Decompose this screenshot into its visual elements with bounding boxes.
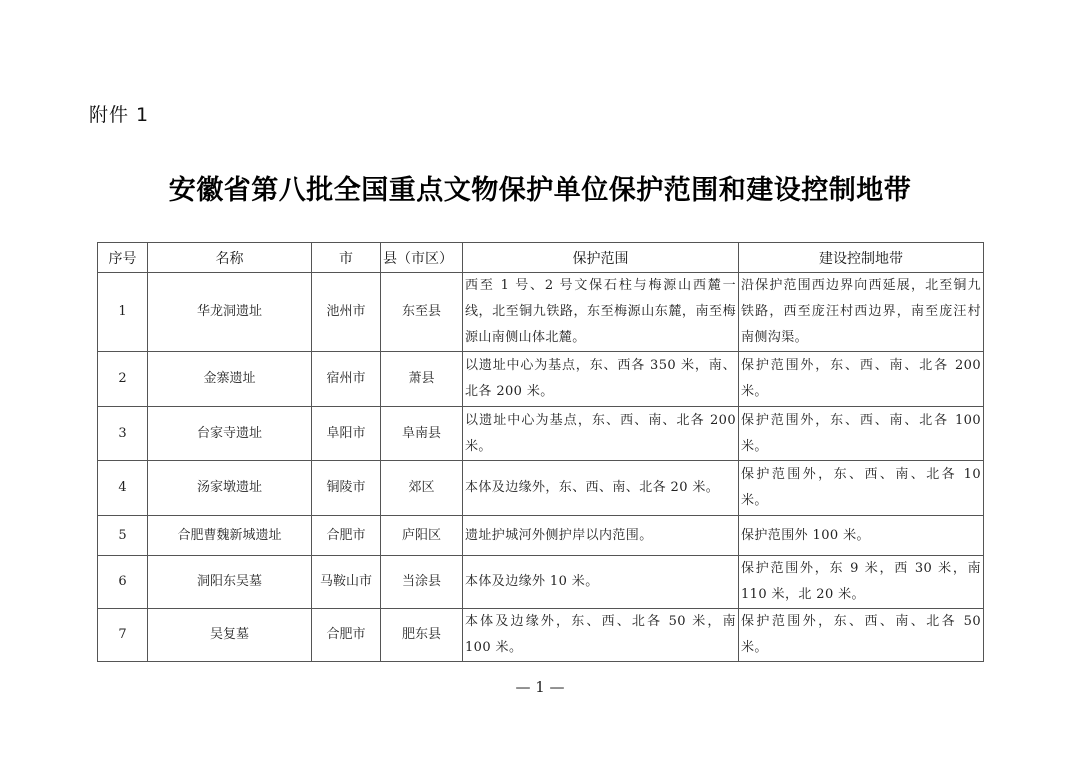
cell-name: 合肥曹魏新城遗址 — [148, 516, 312, 556]
header-construction-control-zone: 建设控制地带 — [739, 243, 984, 273]
cell-name: 洞阳东吴墓 — [148, 556, 312, 609]
cell-construction-control-zone: 保护范围外，东、西、南、北各 50 米。 — [739, 609, 984, 662]
page-number: — 1 — — [515, 678, 565, 696]
document-title: 安徽省第八批全国重点文物保护单位保护范围和建设控制地带 — [168, 175, 912, 206]
cell-county: 肥东县 — [381, 609, 463, 662]
cell-protection-range: 本体及边缘外 10 米。 — [463, 556, 739, 609]
cell-protection-range: 西至 1 号、2 号文保石柱与梅源山西麓一线，北至铜九铁路，东至梅源山东麓，南至梅源山南侧山体北麓。 — [463, 273, 739, 352]
cell-name: 汤家墩遗址 — [148, 461, 312, 516]
cell-no: 2 — [98, 352, 148, 407]
cell-county: 当涂县 — [381, 556, 463, 609]
header-name: 名称 — [148, 243, 312, 273]
cell-county: 萧县 — [381, 352, 463, 407]
table-row — [98, 273, 984, 352]
header-county: 县（市区） — [381, 243, 463, 273]
cell-city: 阜阳市 — [312, 407, 381, 461]
cell-construction-control-zone: 保护范围外，东、西、南、北各 100 米。 — [739, 407, 984, 461]
cell-no: 7 — [98, 609, 148, 662]
cell-no: 4 — [98, 461, 148, 516]
table-header-row — [98, 243, 984, 273]
cell-name: 金寨遗址 — [148, 352, 312, 407]
cell-county: 阜南县 — [381, 407, 463, 461]
cell-protection-range: 本体及边缘外，东、西、南、北各 20 米。 — [463, 461, 739, 516]
cell-name: 华龙洞遗址 — [148, 273, 312, 352]
cell-county: 东至县 — [381, 273, 463, 352]
cell-construction-control-zone: 保护范围外，东 9 米，西 30 米，南 110 米，北 20 米。 — [739, 556, 984, 609]
cell-protection-range: 以遗址中心为基点，东、西各 350 米，南、北各 200 米。 — [463, 352, 739, 407]
table-row — [98, 352, 984, 407]
cell-city: 合肥市 — [312, 609, 381, 662]
table-row — [98, 461, 984, 516]
table-row — [98, 609, 984, 662]
cell-county: 郊区 — [381, 461, 463, 516]
cell-protection-range: 本体及边缘外，东、西、北各 50 米，南 100 米。 — [463, 609, 739, 662]
cell-construction-control-zone: 沿保护范围西边界向西延展，北至铜九铁路，西至庞汪村西边界，南至庞汪村南侧沟渠。 — [739, 273, 984, 352]
cell-city: 合肥市 — [312, 516, 381, 556]
table-row — [98, 407, 984, 461]
cell-name: 台家寺遗址 — [148, 407, 312, 461]
cell-protection-range: 以遗址中心为基点，东、西、南、北各 200 米。 — [463, 407, 739, 461]
cell-no: 6 — [98, 556, 148, 609]
header-city: 市 — [312, 243, 381, 273]
cell-name: 吴复墓 — [148, 609, 312, 662]
protection-table — [97, 242, 984, 662]
cell-construction-control-zone: 保护范围外 100 米。 — [739, 516, 984, 556]
cell-no: 1 — [98, 273, 148, 352]
cell-city: 池州市 — [312, 273, 381, 352]
cell-no: 5 — [98, 516, 148, 556]
table-row — [98, 556, 984, 609]
cell-no: 3 — [98, 407, 148, 461]
cell-protection-range: 遗址护城河外侧护岸以内范围。 — [463, 516, 739, 556]
cell-city: 铜陵市 — [312, 461, 381, 516]
cell-city: 马鞍山市 — [312, 556, 381, 609]
header-protection-range: 保护范围 — [463, 243, 739, 273]
cell-construction-control-zone: 保护范围外，东、西、南、北各 200 米。 — [739, 352, 984, 407]
table-row — [98, 516, 984, 556]
cell-construction-control-zone: 保护范围外，东、西、南、北各 10 米。 — [739, 461, 984, 516]
attachment-label: 附件 1 — [89, 104, 150, 126]
header-no: 序号 — [98, 243, 148, 273]
cell-city: 宿州市 — [312, 352, 381, 407]
cell-county: 庐阳区 — [381, 516, 463, 556]
